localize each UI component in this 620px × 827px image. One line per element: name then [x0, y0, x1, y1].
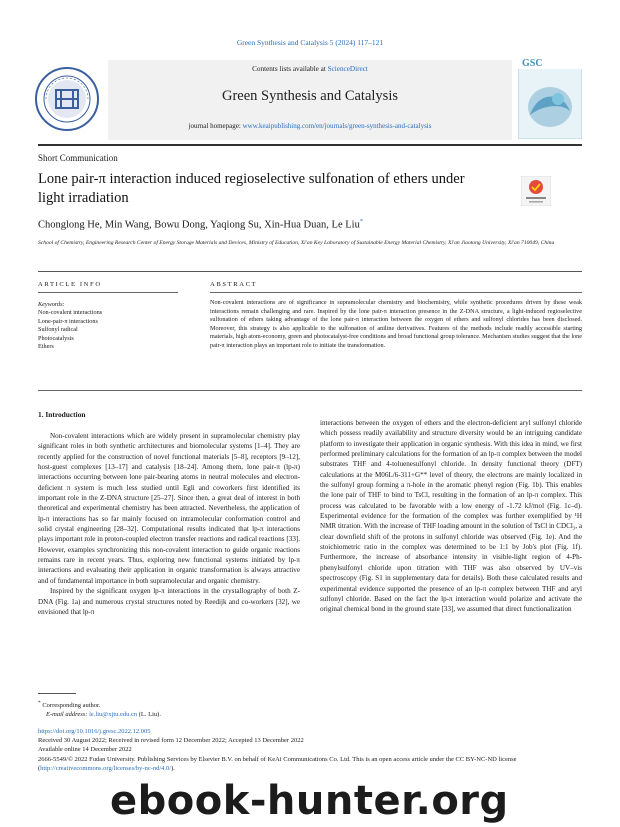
journal-cover-image: [518, 55, 582, 139]
homepage-link[interactable]: www.keaipublishing.com/en/journals/green-synthesis-and-catalysis: [242, 122, 432, 130]
article-title: Lone pair-π interaction induced regioselective sulfonation of ethers under light irradiation: [38, 171, 465, 206]
introduction-heading: 1. Introduction: [38, 410, 86, 419]
section-rule: [38, 271, 582, 272]
corresponding-author-footnote: * Corresponding author. E-mail address: le.liu@xjtu.edu.cn (L. Liu).: [38, 700, 161, 719]
email-link[interactable]: le.liu@xjtu.edu.cn: [89, 711, 138, 719]
university-seal-logo: [34, 66, 100, 132]
watermark: ebook-hunter.org: [110, 778, 509, 824]
header-rule: [38, 144, 582, 146]
author-footnote-mark[interactable]: *: [359, 219, 363, 225]
body-paragraph: interactions between the oxygen of ethers and the electron-deficient aryl sulfonyl chloride which possess readily availability and structure diversity would be an intriguing candidate platform to investigate their application in organic synthesis. With this idea in mind, we first performed preliminary calculations for the formation of an lp-π complex between the model substrates THF and 4-toluenesulfonyl chloride. In density functional theory (DFT) calculations at the M06L/6-311+G** level of theory, the electrons are mainly localized in the sulfonyl group forming a π-hole in the aromatic phenyl region (Fig. 1b). This enables the lone pair of THF to bind to TsCl, resulting in the formation of an lp-π complex. This process was calculated to be favorable with a low energy of -1.72 kJ/mol (Fig. 1c–d). Experimental evidence for the formation of the complex was further exemplified by ¹H NMR titration. With the increase of THF loading amount in the solution of TsCl in CDCl₃, a clear downfield shift of the protons in sulfonyl chloride was observed (Fig. 1e). And the stoichiometric ratio in the complex was determined to be 1:1 by Job's plot (Fig. 1f). Furthermore, the increase of absorbance intensity in visible-light region of 4-Ph-phenylsulfonyl chloride upon titration with THF was also observed by UV–vis spectroscopy (Fig. S1 in supplementary data for details). Both these calculated results and experimental evidence supported the presence of an lp-π complex between THF and aryl sulfonyl chloride. Based on the fact the lp-π interaction would polarize and activate the original chemical bond in the ground state [33], we assumed that direct functionalization: [320, 419, 582, 614]
abstract-bottom-rule: [38, 390, 582, 391]
available-date: Available online 14 December 2022: [38, 746, 132, 754]
body-paragraph: Inspired by the significant oxygen lp-π interactions in the crystallography of both Z-DNA (Fig. 1a) and numerous crystal structures noted by Reedijk and co-workers [32], we envisioned that lp-π: [38, 587, 300, 616]
keywords-block: [38, 301, 188, 351]
body-column-left: [38, 431, 300, 617]
bibliographic-info: [38, 727, 582, 773]
keyword: Photocatalysis: [38, 334, 74, 342]
abstract-heading: ABSTRACT: [210, 281, 258, 288]
keyword: Lone-pair-π interactions: [38, 317, 98, 325]
journal-title: Green Synthesis and Catalysis: [222, 88, 398, 104]
abstract-text: Non-covalent interactions are of significance in supramolecular chemistry and biochemistry, while synthetic procedures driven by these weak interactions remain challenging and rare. Inspired by the lone pair-π interaction presence in the Z-DNA structure, a light-induced regioselective sulfonation of ethers taking advantage of the lone pair-π interaction between the oxygen of ethers and sulfonyl chlorides has been disclosed. Moreover, this strategy is also applicable to the sulfonation of aniline derivatives. Features of the methods include readily accessible starting materials, high atom-economy, green and photocatalyst-free conditions and broad functional group tolerance. Mechanism studies suggest that the lone pair-π interaction plays an important role to initiate the transformation.: [210, 299, 582, 349]
journal-homepage: journal homepage: www.keaipublishing.com/en/journals/green-synthesis-and-catalysis: [188, 122, 432, 130]
body-paragraph: Non-covalent interactions which are widely present in supramolecular chemistry play significant roles in both synthetic architectures and biomolecular systems [1–4]. They are recently applied for the construction of novel functional materials [5–8], receptors [9–12], host-guest complexes [13–17] and catalysis [18–24]. Among them, lone pair-π (lp-π) interactions occurring between lone pair-bearing atoms in neutral molecules and electron-deficient π system is much less studied until Egli and coworkers first identified its important role in the Z-DNA structure [25–27]. Since then, a great deal of interest in both theoretical and experimental chemistry has been attracted. Nevertheless, the application of lp-π interactions has so far mainly focused on intramolecular conformation control and solid crystal engineering [28–32]. Computational results indicated that lp-π interactions plays important role in proton-coupled electron transfer reactions and radical reactions [33]. However, examples synchronizing this non-covalent interaction to guide organic reactions remains rare in recent years. Thus, exploring new functional systems initiated by lp-π interactions and evaluating their application in organic transformation is always attractive and of fundamental importance in both supramolecular and organic chemistry.: [38, 432, 300, 585]
keyword: Sulfonyl radical: [38, 326, 78, 334]
article-info-rule: [38, 292, 178, 293]
keyword: Non-covalent interactions: [38, 309, 103, 317]
license-link[interactable]: http://creativecommons.org/licenses/by-nc-nd/4.0/: [40, 764, 172, 772]
journal-reference[interactable]: Green Synthesis and Catalysis 5 (2024) 117–121: [236, 38, 384, 47]
affiliation: School of Chemistry, Engineering Research Center of Energy Storage Materials and Devices, Ministry of Education, Xi'an Key Laboratory of Sustainable Energy Material Chemistry, Xi'an Jiaotong University, Xi'an 710049, China: [38, 240, 555, 246]
keywords-label: Keywords:: [38, 301, 65, 308]
footnote-rule: [38, 693, 76, 694]
abstract-rule: [210, 292, 582, 293]
contents-line: Contents lists available at ScienceDirect: [252, 65, 368, 73]
keyword: Ethers: [38, 343, 54, 351]
received-dates: Received 30 August 2022; Received in revised form 12 December 2022; Accepted 13 December 2022: [38, 737, 304, 745]
article-info-heading: ARTICLE INFO: [38, 281, 102, 288]
author-list: Chonglong He, Min Wang, Bowu Dong, Yaqiong Su, Xin-Hua Duan, Le Liu*: [38, 219, 363, 231]
body-column-right: [320, 418, 582, 615]
article-type: Short Communication: [38, 153, 118, 163]
check-for-updates-icon[interactable]: [521, 176, 551, 206]
license-text: 2666-5549/© 2022 Fudan University. Publishing Services by Elsevier B.V. on behalf of KeAi Communications Co. Ltd. This is an open access article under the CC BY-NC-ND license (http://creativecommons.org/licenses/by-nc-nd/4.0/).: [38, 755, 517, 772]
svg-text:GSC: GSC: [522, 58, 543, 69]
sciencedirect-link[interactable]: ScienceDirect: [327, 65, 368, 73]
doi-link[interactable]: https://doi.org/10.1016/j.gresc.2022.12.005: [38, 728, 151, 735]
